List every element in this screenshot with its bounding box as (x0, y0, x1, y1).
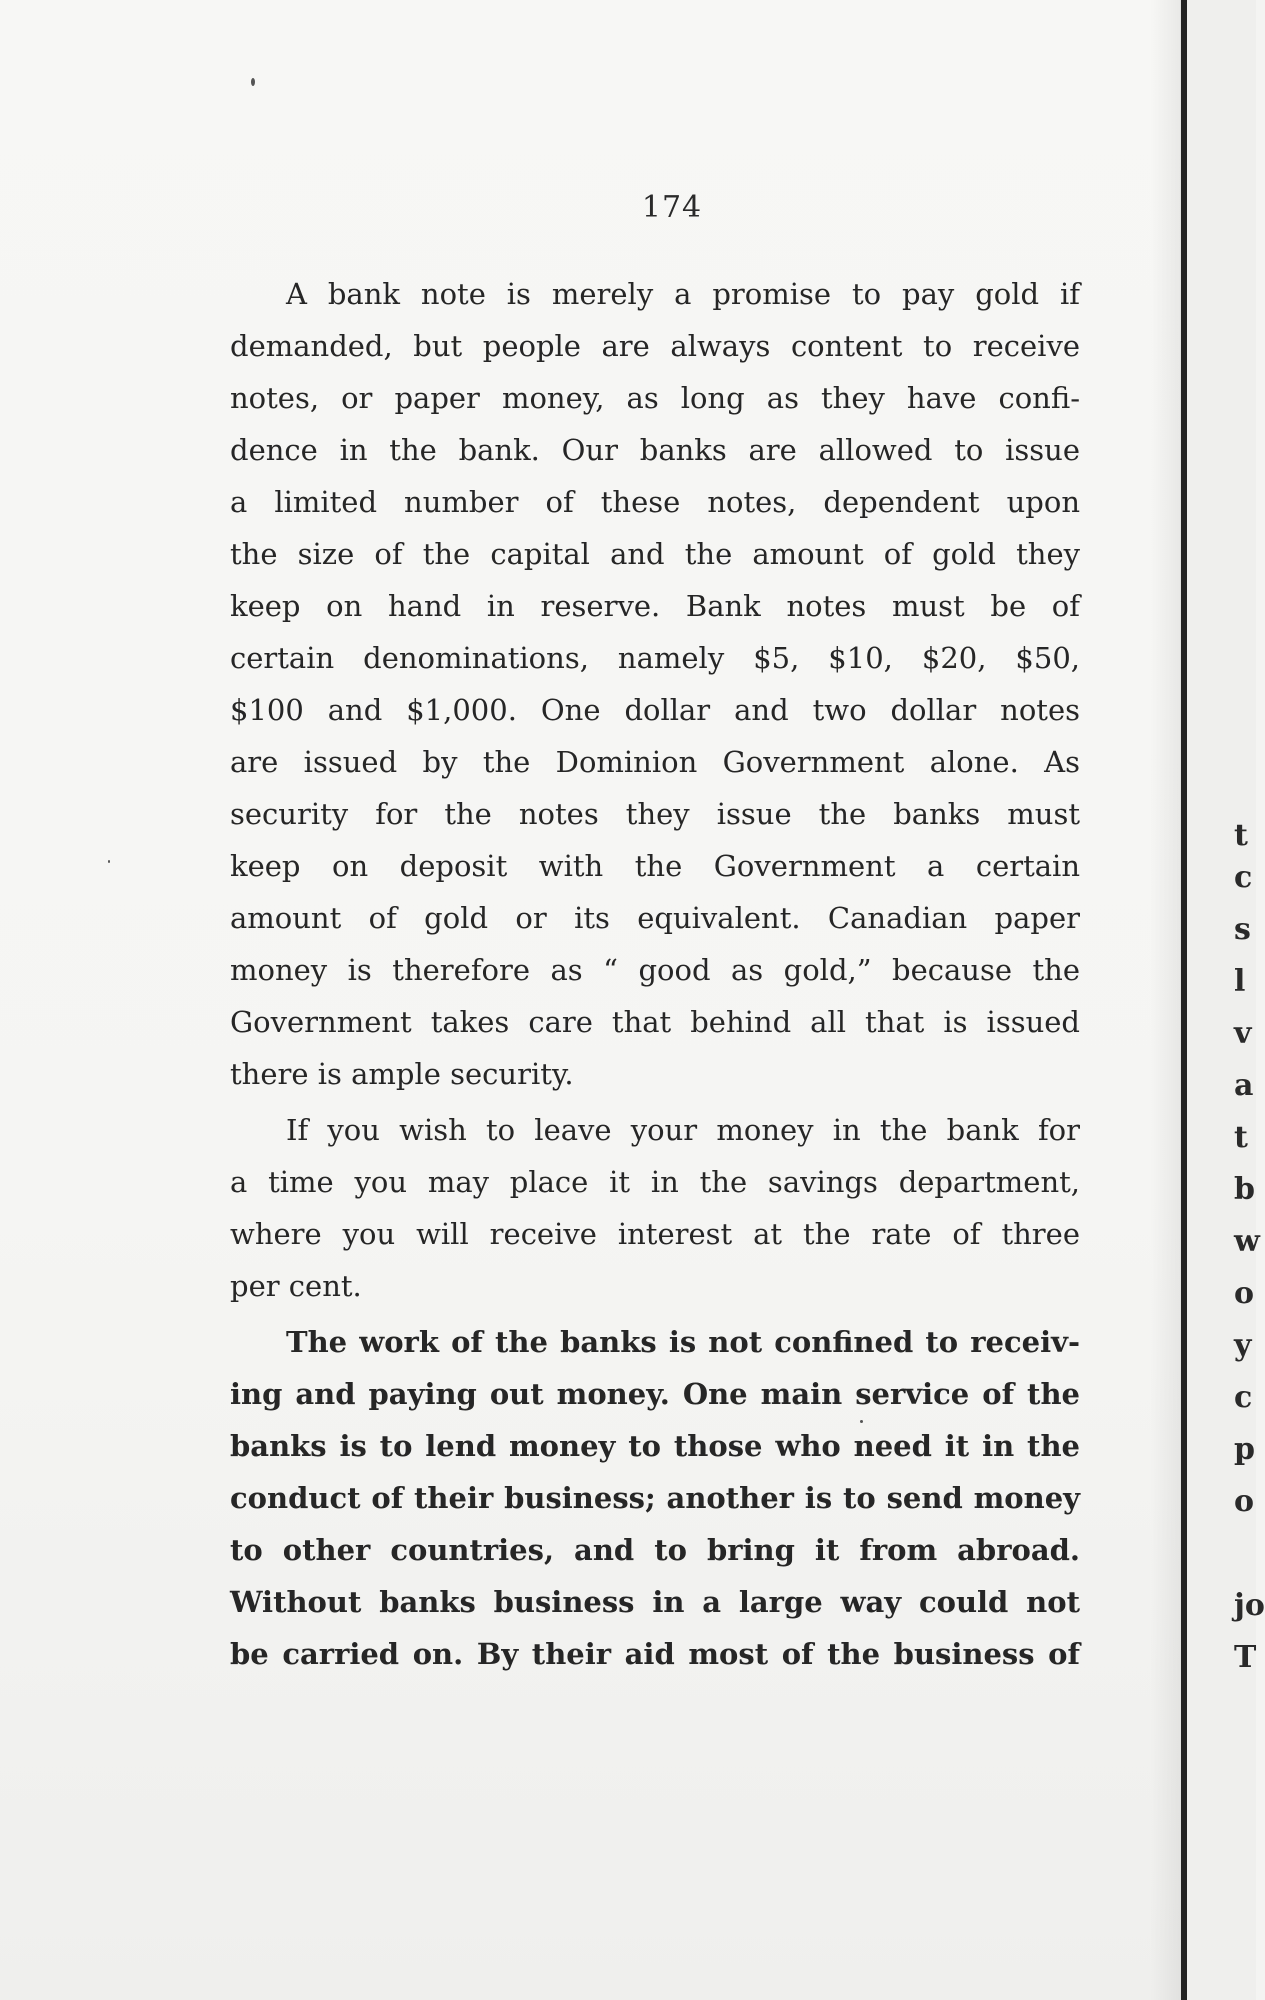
text-line: The work of the banks is not confined to receiv- (286, 1325, 1080, 1359)
text-line: to other countries, and to bring it from abroad. (230, 1533, 1080, 1567)
facing-page-fragment: b (1234, 1172, 1255, 1207)
scan-speck (860, 1420, 863, 1423)
facing-page-fragment: c (1234, 1380, 1253, 1415)
gutter-shadow (1150, 0, 1181, 2000)
text-line: Without banks business in a large way could not (230, 1585, 1080, 1619)
facing-page-fragment: o (1234, 1484, 1255, 1519)
facing-page-fragment: t (1234, 1120, 1248, 1155)
facing-page-fragment: a (1234, 1068, 1254, 1103)
text-line: demanded, but people are always content to receive (230, 329, 1080, 363)
facing-page-fragment: c (1234, 860, 1253, 895)
facing-page-fragment: t (1234, 818, 1248, 853)
text-line: ing and paying out money. One main service of the (230, 1377, 1080, 1411)
text-line: banks is to lend money to those who need it in the (230, 1429, 1080, 1463)
facing-page-fragment: p (1234, 1432, 1255, 1467)
facing-page-fragment: s (1234, 912, 1251, 947)
page-body (230, 268, 1080, 1680)
facing-page-fragment: v (1234, 1016, 1252, 1051)
text-line: security for the notes they issue the banks must (230, 797, 1080, 831)
text-line: $100 and $1,000. One dollar and two dollar notes (230, 693, 1080, 727)
page-number: 174 (641, 190, 703, 225)
text-line: A bank note is merely a promise to pay gold if (286, 277, 1080, 311)
text-line: the size of the capital and the amount of gold they (230, 537, 1080, 571)
text-line: money is therefore as “ good as gold,” because the (230, 953, 1080, 987)
text-line: dence in the bank. Our banks are allowed to issue (230, 433, 1080, 467)
text-line: notes, or paper money, as long as they have confi- (230, 381, 1080, 415)
text-line: a time you may place it in the savings department, (230, 1165, 1080, 1199)
facing-page-fragment: T (1234, 1640, 1257, 1675)
facing-page-fragment: jo (1234, 1588, 1265, 1623)
text-line: Government takes care that behind all that is issued (230, 1005, 1080, 1039)
facing-page-fragment: l (1234, 964, 1246, 999)
facing-page-fragment: o (1234, 1276, 1255, 1311)
text-line: per cent. (230, 1269, 362, 1303)
text-line: keep on hand in reserve. Bank notes must be of (230, 589, 1080, 623)
scan-speck (251, 78, 255, 86)
text-line: be carried on. By their aid most of the business of (230, 1637, 1080, 1671)
text-line: If you wish to leave your money in the bank for (286, 1113, 1080, 1147)
text-line: are issued by the Dominion Government alone. As (230, 745, 1080, 779)
facing-page-fragment: y (1234, 1328, 1252, 1363)
text-line: there is ample security. (230, 1057, 574, 1091)
text-line: conduct of their business; another is to send money (230, 1481, 1080, 1515)
facing-page-edge (1187, 0, 1256, 2000)
text-line: keep on deposit with the Government a certain (230, 849, 1080, 883)
text-line: a limited number of these notes, dependent upon (230, 485, 1080, 519)
text-line: certain denominations, namely $5, $10, $20, $50, (230, 641, 1080, 675)
text-line: where you will receive interest at the rate of three (230, 1217, 1080, 1251)
text-line: amount of gold or its equivalent. Canadian paper (230, 901, 1080, 935)
scan-speck (108, 860, 110, 863)
facing-page-fragment: w (1234, 1224, 1260, 1259)
